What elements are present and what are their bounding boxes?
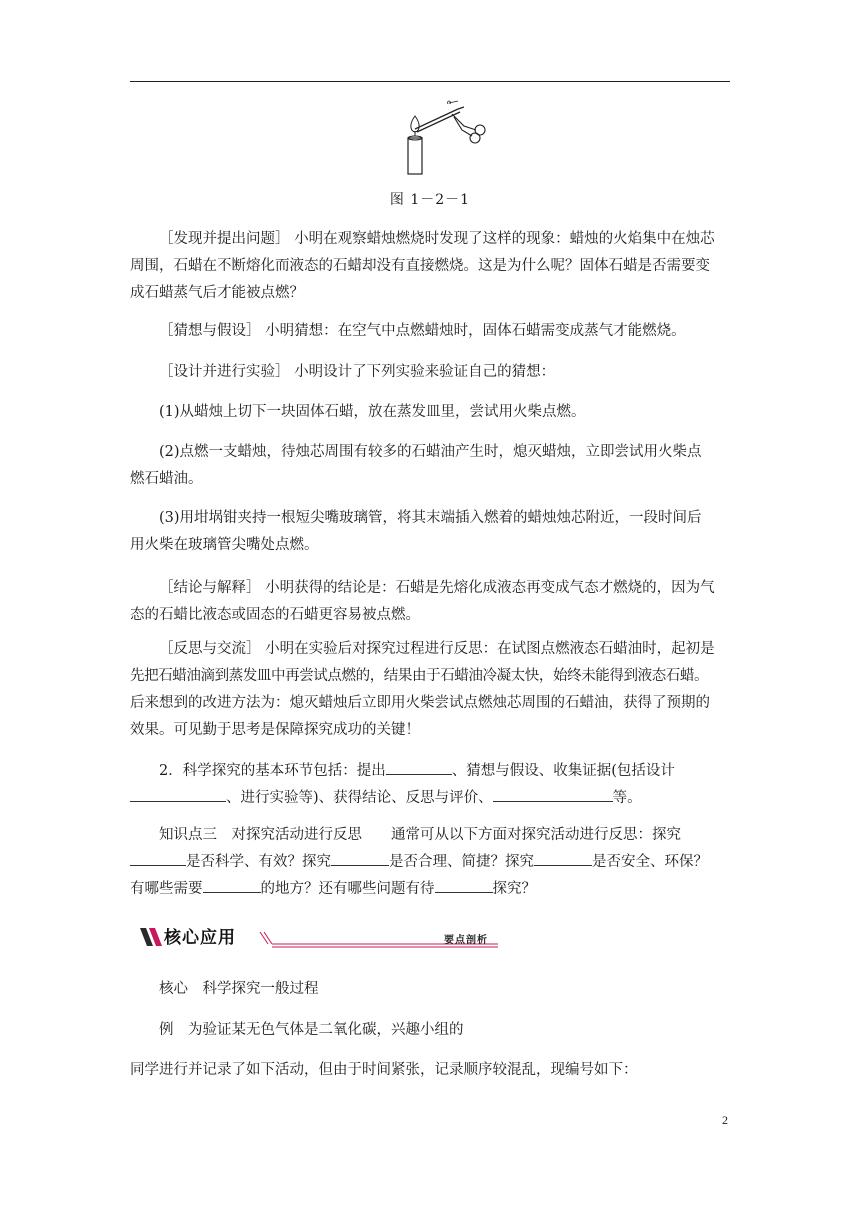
- text-line: 周围，石蜡在不断熔化而液态的石蜡却没有直接燃烧。这是为什么呢？固体石蜡是否需要变: [130, 258, 710, 274]
- paragraph-reflect: [130, 636, 730, 744]
- text-line: 用火柴在玻璃管尖嘴处点燃。: [130, 537, 319, 553]
- text-line: 同学进行并记录了如下活动，但由于时间紧张，记录顺序较混乱，现编号如下：: [130, 1062, 638, 1078]
- q2-text-d: 等。: [612, 790, 642, 806]
- figure-caption: 图 1－2－1: [389, 192, 471, 208]
- answer-blank[interactable]: [534, 851, 592, 866]
- paragraph-step-1: [130, 399, 730, 426]
- paragraph-conclusion: [130, 575, 730, 629]
- page-number: 2: [722, 1113, 728, 1127]
- text-line: ［设计并进行实验］ 小明设计了下列实验来验证自己的猜想：: [159, 364, 556, 380]
- text-line: (1)从蜡烛上切下一块固体石蜡，放在蒸发皿里，尝试用火柴点燃。: [159, 404, 586, 420]
- q2-text-a: 2．科学探究的基本环节包括：提出: [159, 763, 386, 779]
- k3-text-d: 是否安全、环保？: [592, 854, 708, 870]
- k3-text-g: 探究？: [492, 881, 536, 897]
- text-line: 态的石蜡比液态或固态的石蜡更容易被点燃。: [130, 607, 420, 623]
- section-subtitle: 要点剖析: [444, 935, 488, 946]
- text-line: (3)用坩埚钳夹持一根短尖嘴玻璃管，将其末端插入燃着的蜡烛烛芯附近，一段时间后: [159, 510, 702, 526]
- text-line: ［发现并提出问题］ 小明在观察蜡烛燃烧时发现了这样的现象：蜡烛的火焰集中在烛芯: [159, 231, 715, 247]
- text-line: ［结论与解释］ 小明获得的结论是：石蜡是先熔化成液态再变成气态才燃烧的，因为气: [159, 580, 715, 596]
- paragraph-design: [130, 359, 730, 386]
- text-line: 效果。可见勤于思考是保障探究成功的关键！: [130, 722, 420, 738]
- text-line: ［反思与交流］ 小明在实验后对探究过程进行反思：在试图点燃液态石蜡油时，起初是: [159, 641, 715, 657]
- continuation-line: [130, 1057, 730, 1084]
- answer-blank[interactable]: [203, 878, 261, 893]
- text-line: ［猜想与假设］ 小明猜想：在空气中点燃蜡烛时，固体石蜡需变成蒸气才能燃烧。: [159, 323, 686, 339]
- paragraph-hypothesis: [130, 318, 730, 345]
- answer-blank[interactable]: [493, 787, 613, 802]
- example-line: [130, 1017, 730, 1044]
- paragraph-step-2: [130, 439, 730, 493]
- k3-text-f: 的地方？还有哪些问题有待: [260, 881, 435, 897]
- q2-text-b: 、猜想与假设、收集证据(包括设计: [451, 763, 675, 779]
- core-heading: [130, 976, 730, 1003]
- text-line: [130, 785, 730, 812]
- question-2: [130, 758, 730, 812]
- answer-blank[interactable]: [331, 851, 389, 866]
- text-line: 燃石蜡油。: [130, 471, 203, 487]
- answer-blank[interactable]: [435, 878, 493, 893]
- text-line: (2)点燃一支蜡烛，待烛芯周围有较多的石蜡油产生时，熄灭蜡烛，立即尝试用火柴点: [159, 444, 702, 460]
- text-line: 核心 科学探究一般过程: [159, 981, 319, 997]
- text-line: 知识点三 对探究活动进行反思 通常可从以下方面对探究活动进行反思：探究: [159, 827, 681, 843]
- header-rule: [130, 81, 730, 82]
- answer-blank[interactable]: [386, 760, 452, 775]
- paragraph-discover: [130, 226, 730, 307]
- q2-text-c: 、进行实验等)、获得结论、反思与评价、: [226, 790, 493, 806]
- text-line: 后来想到的改进方法为：熄灭蜡烛后立即用火柴尝试点燃烛芯周围的石蜡油，获得了预期的: [130, 695, 710, 711]
- k3-text-b: 是否科学、有效？探究: [186, 854, 331, 870]
- section-title: 核心应用: [164, 928, 236, 948]
- paragraph-step-3: [130, 505, 730, 559]
- candle-apparatus-figure: [400, 100, 490, 175]
- text-line: [130, 849, 730, 876]
- text-line: 成石蜡蒸气后才能被点燃？: [130, 285, 304, 301]
- text-line: 先把石蜡油滴到蒸发皿中再尝试点燃的，结果由于石蜡油冷凝太快，始终未能得到液态石蜡。: [130, 668, 709, 684]
- answer-blank[interactable]: [130, 851, 186, 866]
- k3-text-e: 有哪些需要: [130, 881, 203, 897]
- text-line: [130, 876, 730, 903]
- text-line: 例 为验证某无色气体是二氧化碳，兴趣小组的: [159, 1022, 464, 1038]
- text-line: [130, 758, 730, 785]
- knowledge-point-3: [130, 822, 730, 903]
- answer-blank[interactable]: [130, 787, 226, 802]
- k3-text-c: 是否合理、简捷？探究: [389, 854, 534, 870]
